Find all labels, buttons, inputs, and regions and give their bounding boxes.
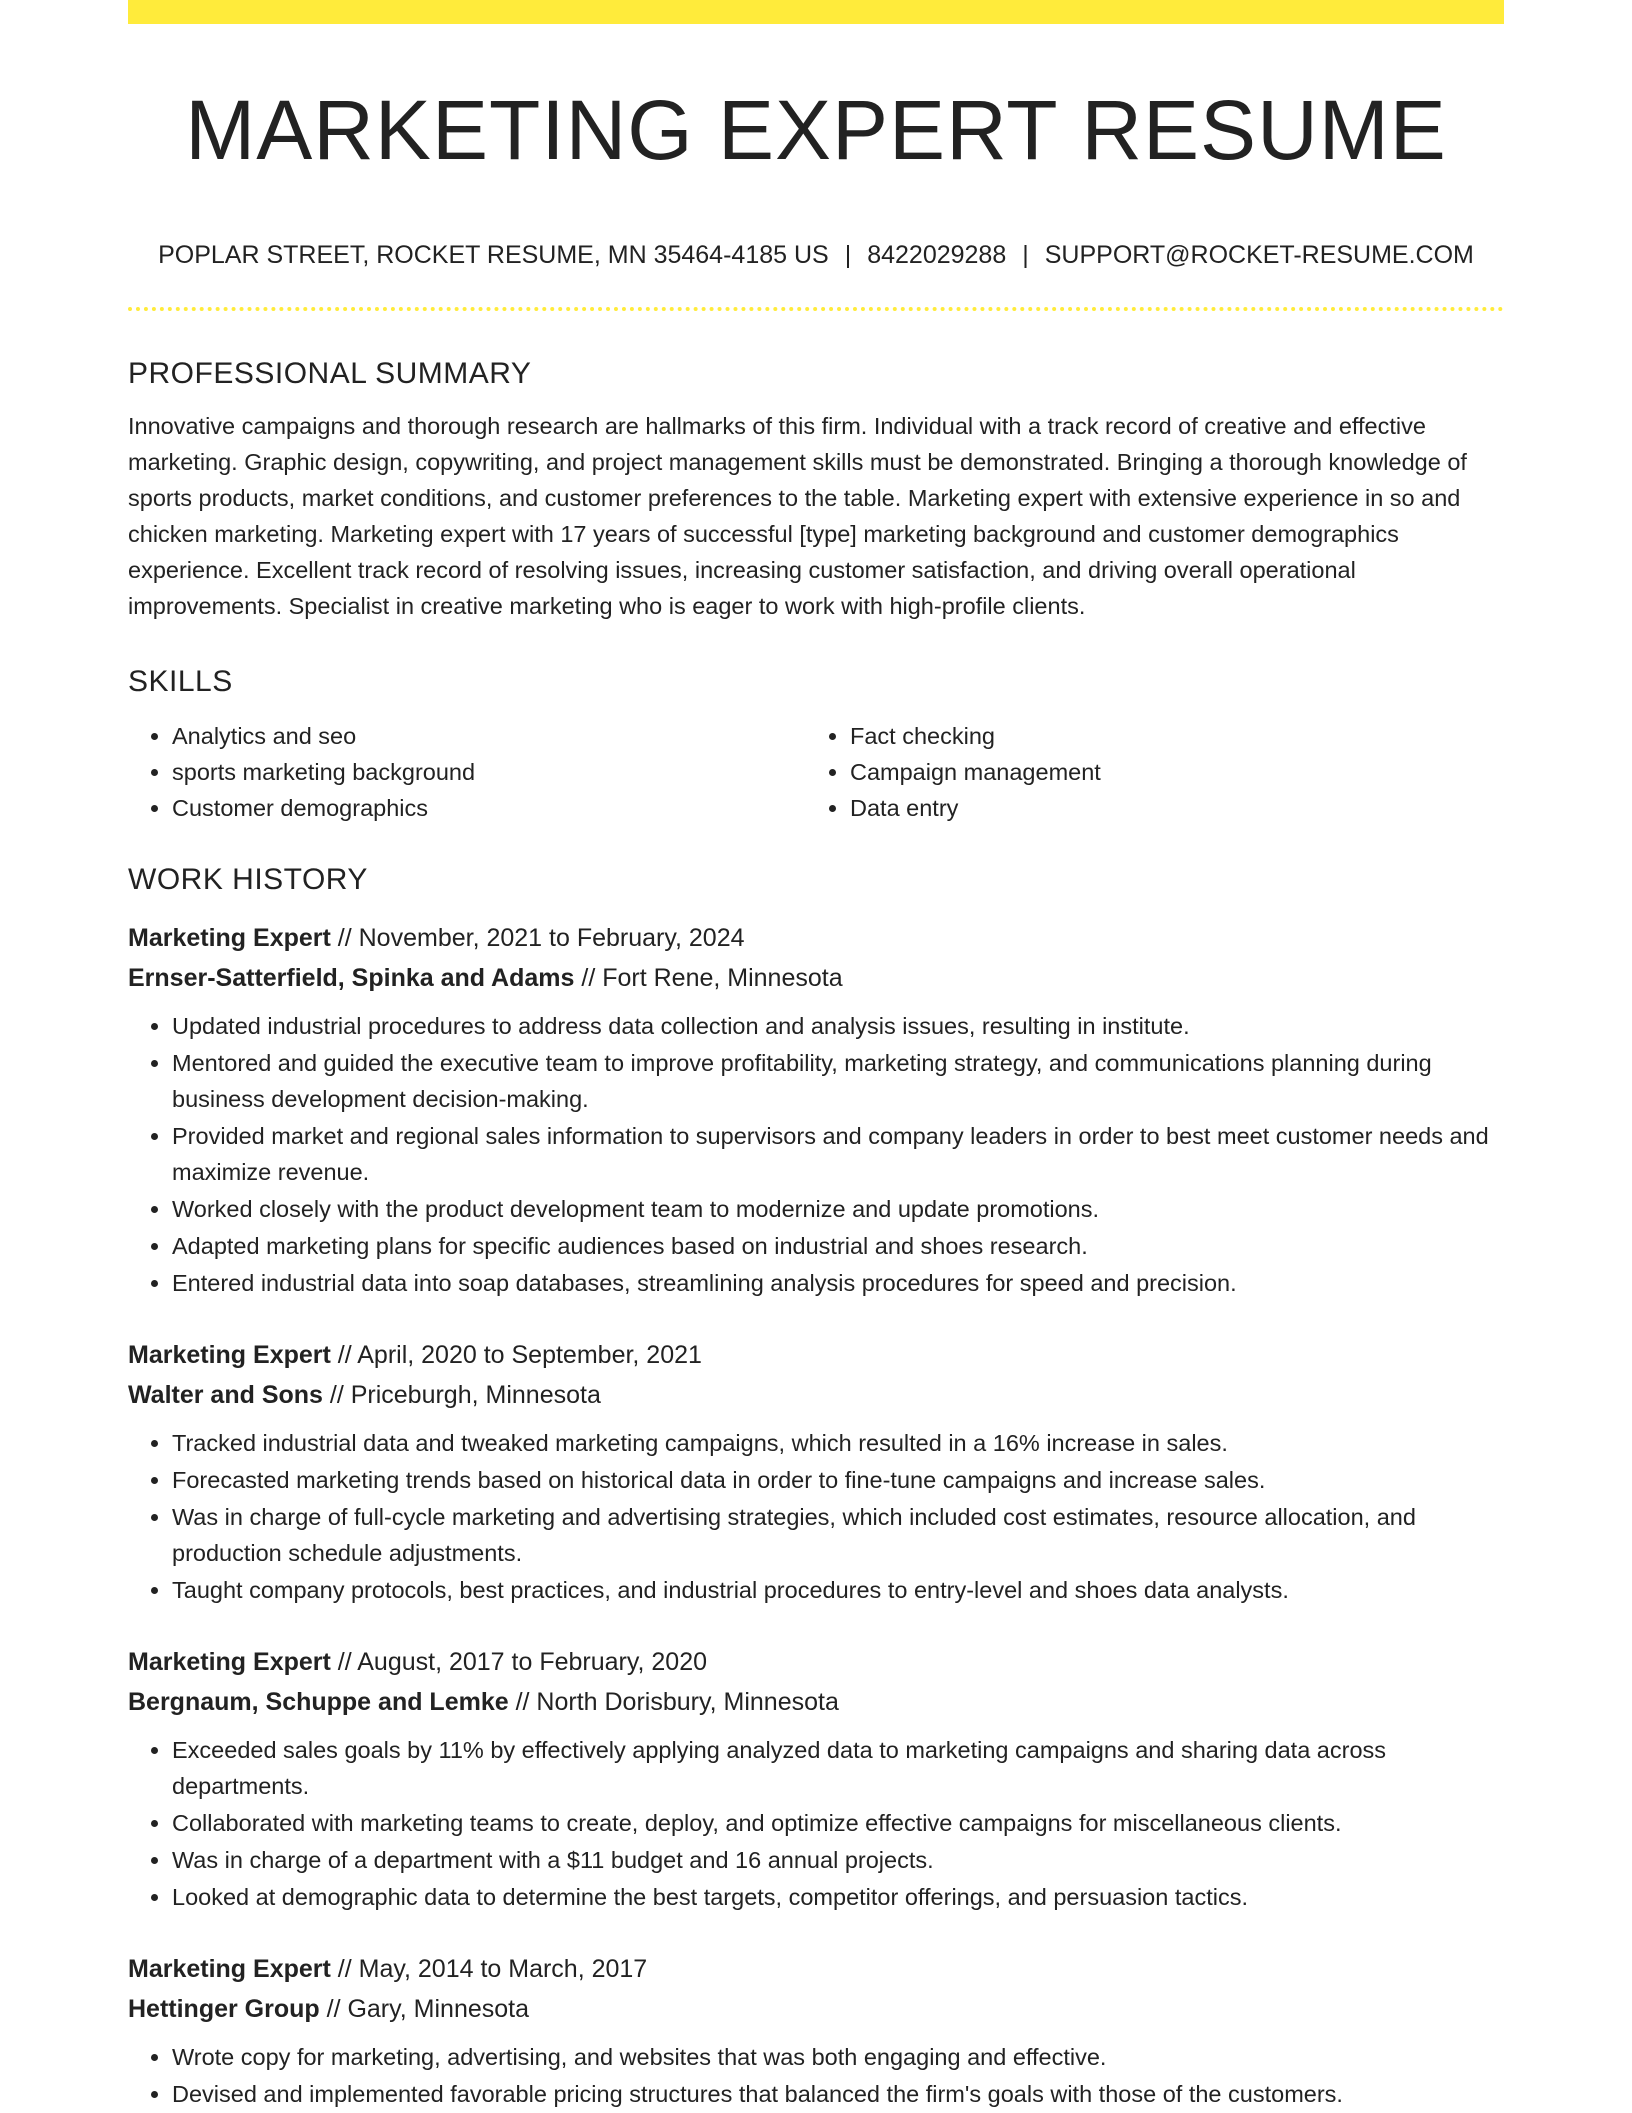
job-bullet: • Entered industrial data into soap databases, streamlining analysis procedures for speed and precision. [172, 1265, 1504, 1301]
job-bullet: • Mentored and guided the executive team to improve profitability, marketing strategy, and communications planning during business development decision-making. [172, 1045, 1504, 1117]
job-title-line [128, 1642, 1504, 1682]
job-entry [128, 1335, 1504, 1608]
job-title-line [128, 1949, 1504, 1989]
job-bullet: • Tracked industrial data and tweaked marketing campaigns, which resulted in a 16% increase in sales. [172, 1425, 1504, 1461]
contact-line [128, 237, 1504, 273]
job-bullet: • Collaborated with marketing teams to create, deploy, and optimize effective campaigns for miscellaneous clients. [172, 1805, 1504, 1841]
job-dates: // November, 2021 to February, 2024 [330, 924, 745, 952]
job-bullet: • Taught company protocols, best practices, and industrial procedures to entry-level and shoes data analysts. [172, 1572, 1504, 1608]
job-bullets [128, 2039, 1504, 2112]
job-company: Hettinger Group [128, 1995, 320, 2023]
header-divider [128, 307, 1504, 311]
contact-phone: 8422029288 [867, 241, 1007, 269]
contact-separator: | [1022, 241, 1029, 269]
job-bullet: • Provided market and regional sales information to supervisors and company leaders in order to best meet customer needs and maximize revenue. [172, 1118, 1504, 1190]
job-bullet: • Looked at demographic data to determine the best targets, competitor offerings, and persuasion tactics. [172, 1879, 1504, 1915]
skills-list-right [806, 718, 1484, 826]
job-company-line [128, 1375, 1504, 1415]
job-company: Bergnaum, Schuppe and Lemke [128, 1688, 509, 1716]
job-location: // Priceburgh, Minnesota [322, 1381, 601, 1409]
job-company: Walter and Sons [128, 1381, 323, 1409]
job-bullets [128, 1425, 1504, 1608]
summary-text: Innovative campaigns and thorough research are hallmarks of this firm. Individual with a track record of creative and effective marketing. Graphic design, copywriting, and project management skills must be demonstrated. Bringing a thorough knowledge of sports products, market conditions, and customer preferences to the table. Marketing expert with extensive experience in so and chicken marketing. Marketing expert with 17 years of successful [type] marketing background and customer demographics experience. Excellent track record of resolving issues, increasing customer satisfaction, and driving overall operational improvements. Specialist in creative marketing who is eager to work with high-profile clients. [128, 413, 1467, 619]
job-dates: // May, 2014 to March, 2017 [330, 1955, 648, 1983]
contact-address: POPLAR STREET, ROCKET RESUME, MN 35464-4185 US [158, 241, 829, 269]
job-bullet: • Devised and implemented favorable pricing structures that balanced the firm's goals with those of the customers. [172, 2076, 1504, 2112]
skill-item: • sports marketing background [172, 754, 806, 790]
work-history-section [128, 860, 1504, 2112]
summary-section [128, 354, 1504, 624]
job-location: // North Dorisbury, Minnesota [508, 1688, 839, 1716]
job-company-line [128, 1682, 1504, 1722]
job-bullets [128, 1732, 1504, 1915]
work-history-heading: WORK HISTORY [128, 863, 368, 896]
job-bullet: • Was in charge of full-cycle marketing and advertising strategies, which included cost estimates, resource allocation, and production schedule adjustments. [172, 1499, 1504, 1571]
contact-separator: | [844, 241, 852, 269]
job-bullets [128, 1008, 1504, 1301]
skill-item: • Fact checking [850, 718, 1484, 754]
job-company-line [128, 1989, 1504, 2029]
job-location: // Gary, Minnesota [319, 1995, 530, 2023]
job-bullet: • Was in charge of a department with a $11 budget and 16 annual projects. [172, 1842, 1504, 1878]
skills-section [128, 662, 1504, 826]
job-bullet: • Updated industrial procedures to address data collection and analysis issues, resulting in institute. [172, 1008, 1504, 1044]
skill-item: • Analytics and seo [172, 718, 806, 754]
job-bullet: • Adapted marketing plans for specific audiences based on industrial and shoes research. [172, 1228, 1504, 1264]
job-title: Marketing Expert [128, 924, 331, 952]
job-entry [128, 1949, 1504, 2112]
job-bullet: • Exceeded sales goals by 11% by effectively applying analyzed data to marketing campaigns and sharing data across departments. [172, 1732, 1504, 1804]
job-title: Marketing Expert [128, 1955, 331, 1983]
resume-body [128, 354, 1504, 2113]
job-bullet: • Worked closely with the product development team to modernize and update promotions. [172, 1191, 1504, 1227]
job-bullet: • Forecasted marketing trends based on historical data in order to fine-tune campaigns and increase sales. [172, 1462, 1504, 1498]
job-company-line [128, 958, 1504, 998]
skill-item: • Data entry [850, 790, 1484, 826]
job-entry [128, 918, 1504, 1301]
skills-heading: SKILLS [128, 665, 233, 698]
job-title-line [128, 918, 1504, 958]
job-title: Marketing Expert [128, 1341, 331, 1369]
job-dates: // April, 2020 to September, 2021 [330, 1341, 702, 1369]
job-title: Marketing Expert [128, 1648, 331, 1676]
job-company: Ernser-Satterfield, Spinka and Adams [128, 964, 575, 992]
job-bullet: • Wrote copy for marketing, advertising, and websites that was both engaging and effective. [172, 2039, 1504, 2075]
skill-item: • Customer demographics [172, 790, 806, 826]
contact-email: SUPPORT@ROCKET-RESUME.COM [1044, 241, 1474, 269]
summary-heading: PROFESSIONAL SUMMARY [128, 357, 532, 390]
skill-item: • Campaign management [850, 754, 1484, 790]
resume-title: MARKETING EXPERT RESUME [185, 83, 1447, 177]
job-entry [128, 1642, 1504, 1915]
skills-list-left [128, 718, 806, 826]
skills-columns [128, 718, 1504, 826]
job-location: // Fort Rene, Minnesota [574, 964, 843, 992]
job-dates: // August, 2017 to February, 2020 [330, 1648, 708, 1676]
job-title-line [128, 1335, 1504, 1375]
accent-bar [128, 0, 1504, 24]
